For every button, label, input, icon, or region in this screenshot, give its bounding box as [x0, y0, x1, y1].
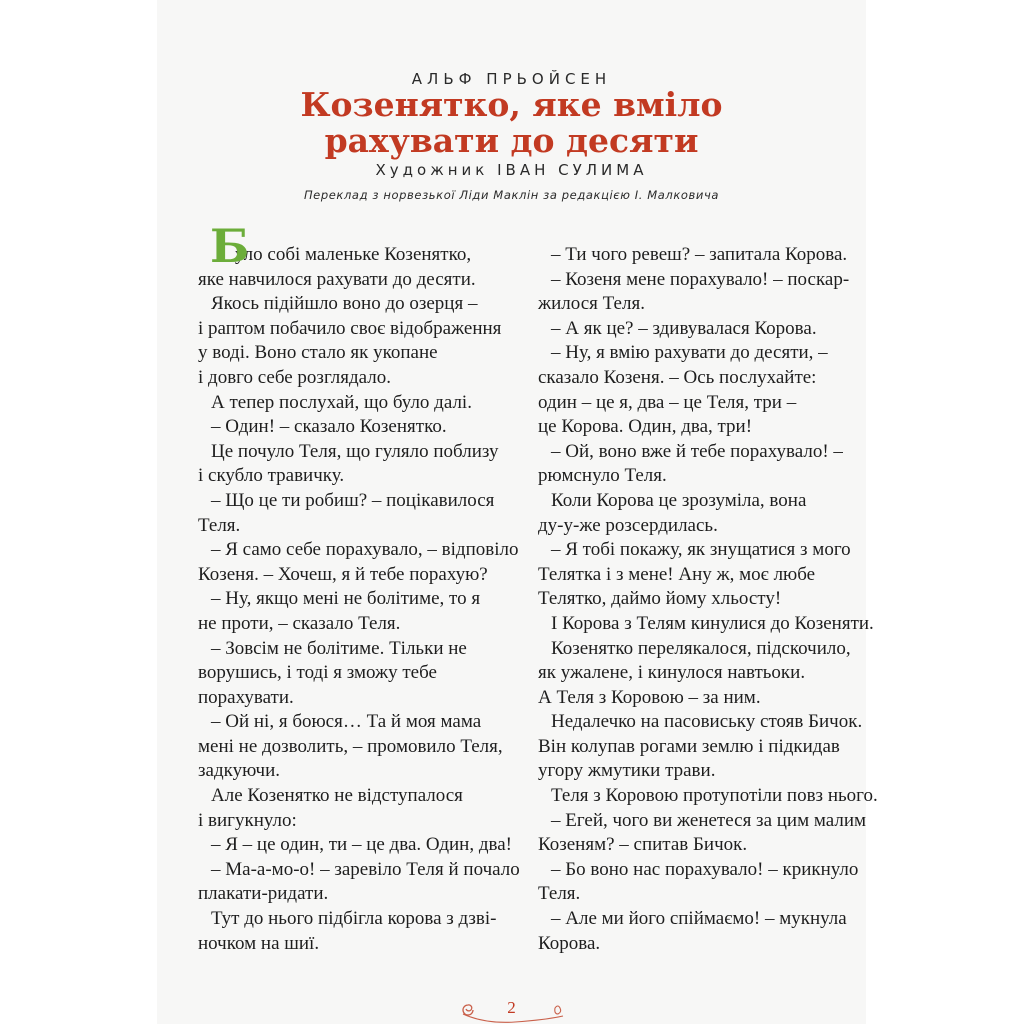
- text-line: порахувати.: [198, 686, 294, 708]
- translation-credit: Переклад з норвезької Ліди Маклін за редакцією І. Малковича: [303, 188, 720, 202]
- text-line: це Корова. Один, два, три!: [538, 416, 753, 438]
- text-line: – Бо воно нас порахувало! – крикнуло: [551, 858, 859, 880]
- text-line: І Корова з Телям кинулися до Козеняти.: [551, 612, 874, 634]
- text-line: не проти, – сказало Теля.: [198, 612, 401, 634]
- text-line: і вигукнуло:: [198, 809, 297, 831]
- text-line: і скубло травичку.: [198, 465, 345, 487]
- text-line: уло собі маленьке Козенятко,: [235, 244, 472, 265]
- text-line: один – це я, два – це Теля, три –: [538, 391, 797, 413]
- text-line: угору жмутики трави.: [538, 760, 716, 782]
- text-line: і довго себе розглядало.: [198, 366, 391, 388]
- text-line: – Що це ти робиш? – поцікавилося: [211, 489, 495, 511]
- text-line: ду-у-же розсердилась.: [538, 514, 718, 536]
- text-line: ночком на шиї.: [198, 932, 320, 954]
- text-line: Телятко, даймо йому хльосту!: [538, 588, 782, 610]
- book-page: [157, 0, 878, 1024]
- text-column-left: [198, 219, 548, 956]
- drop-cap: Б: [210, 219, 250, 273]
- text-line: Козеня. – Хочеш, я й тебе порахую?: [198, 563, 488, 585]
- text-line: Недалечко на пасовиську стояв Бичок.: [551, 711, 863, 733]
- text-line: ворушись, і тоді я зможу тебе: [198, 662, 437, 684]
- page-number: 2: [507, 998, 516, 1017]
- text-line: Теля.: [538, 883, 581, 905]
- text-line: як ужалене, і кинулося навтьоки.: [538, 662, 806, 684]
- text-column-right: [538, 243, 878, 956]
- text-line: сказало Козеня. – Ось послухайте:: [538, 366, 817, 388]
- text-line: Коли Корова це зрозуміла, вона: [551, 489, 807, 511]
- text-line: – Егей, чого ви женетеся за цим малим: [551, 809, 867, 831]
- text-line: Телятка і з мене! Ану ж, моє любе: [538, 563, 816, 585]
- story-title-line-2: рахувати до десяти: [324, 121, 699, 160]
- text-line: – А як це? – здивувалася Корова.: [551, 317, 817, 339]
- text-line: і раптом побачило своє відображення: [198, 317, 502, 339]
- text-line: – Ти чого ревеш? – запитала Корова.: [551, 244, 848, 265]
- text-line: у воді. Воно стало як укопане: [198, 342, 438, 364]
- text-line: задкуючи.: [198, 760, 281, 782]
- text-line: – Я – це один, ти – це два. Один, два!: [211, 834, 512, 856]
- text-line: – Я тобі покажу, як знущатися з мого: [551, 539, 851, 561]
- text-line: – Ой, воно вже й тебе порахувало! –: [551, 440, 843, 462]
- text-line: яке навчилося рахувати до десяти.: [198, 268, 476, 290]
- text-line: Він колупав рогами землю і підкидав: [538, 735, 840, 757]
- author-name: АЛЬФ ПРЬОЙСЕН: [411, 70, 612, 88]
- page-footer: [157, 996, 866, 1024]
- text-line: жилося Теля.: [538, 293, 645, 315]
- text-line: рюмснуло Теля.: [538, 465, 667, 487]
- text-line: Але Козенятко не відступалося: [211, 785, 463, 807]
- text-line: плакати-ридати.: [198, 883, 329, 905]
- text-line: Козеням? – спитав Бичок.: [538, 834, 748, 856]
- text-line: – Ну, якщо мені не болітиме, то я: [211, 588, 481, 610]
- text-line: Якось підійшло воно до озерця –: [211, 293, 478, 315]
- text-line: Це почуло Теля, що гуляло поблизу: [211, 440, 499, 462]
- text-line: Теля.: [198, 514, 241, 536]
- text-line: Тут до нього підбігла корова з дзві-: [211, 908, 497, 930]
- text-line: мені не дозволить, – промовило Теля,: [198, 735, 503, 757]
- text-line: – Козеня мене порахувало! – поскар-: [551, 268, 850, 290]
- text-line: – Ой ні, я боюся… Та й моя мама: [211, 711, 482, 733]
- text-line: – Я само себе порахувало, – відповіло: [211, 539, 519, 561]
- text-line: – Але ми його спіймаємо! – мукнула: [551, 908, 847, 930]
- text-line: – Один! – сказало Козенятко.: [211, 416, 447, 438]
- text-line: А Теля з Коровою – за ним.: [538, 686, 761, 708]
- text-line: – Ну, я вмію рахувати до десяти, –: [551, 342, 828, 364]
- text-line: – Зовсім не болітиме. Тільки не: [211, 637, 467, 659]
- text-line: – Ма-а-мо-о! – заревіло Теля й почало: [211, 858, 520, 880]
- illustrator-credit: Художник ІВАН СУЛИМА: [375, 161, 648, 179]
- text-line: Корова.: [538, 932, 601, 954]
- story-title-line-1: Козенятко, яке вміло: [300, 85, 723, 124]
- text-line: Козенятко перелякалося, підскочило,: [551, 637, 851, 659]
- text-line: Теля з Коровою протупотіли повз нього.: [551, 785, 878, 807]
- text-line: А тепер послухай, що було далі.: [211, 391, 472, 413]
